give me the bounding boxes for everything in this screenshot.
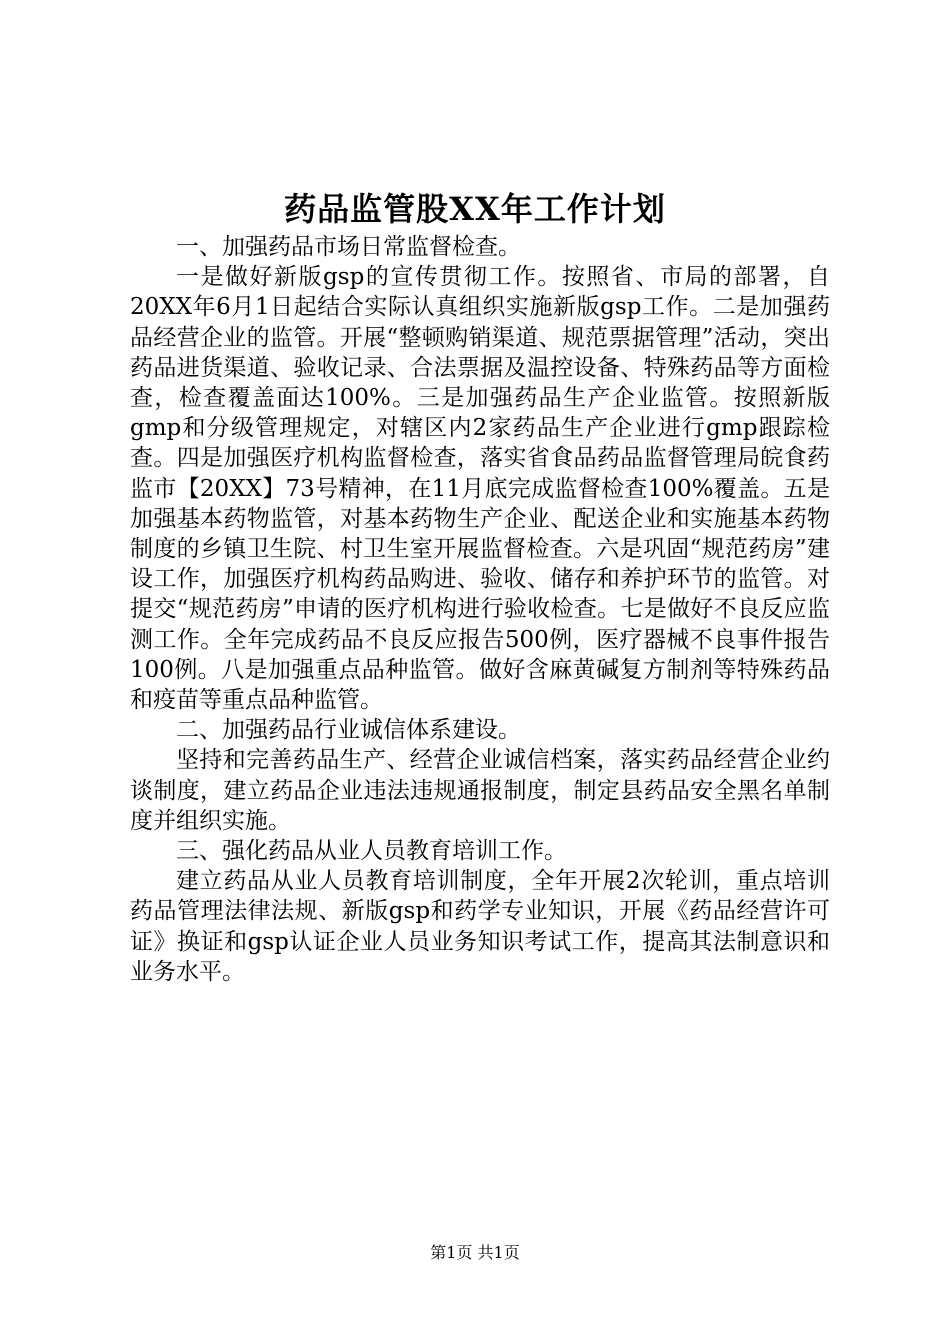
section-heading-3: 三、强化药品从业人员教育培训工作。 [176, 838, 567, 865]
section-heading-2: 二、加强药品行业诚信体系建设。 [176, 717, 521, 744]
document-body [130, 232, 830, 987]
section-heading-1: 一、加强药品市场日常监督检查。 [176, 234, 521, 260]
paragraph-training: 建立药品从业人员教育培训制度，全年开展2次轮训，重点培训药品管理法律法规、新版gsp和药学专业知识，开展《药品经营许可证》换证和gsp认证企业人员业务知识考试工作，提高其法制意识和业务水平。 [130, 868, 830, 985]
page-number-footer: 第1页 共1页 [430, 1243, 520, 1262]
paragraph-market-supervision: 一是做好新版gsp的宣传贯彻工作。按照省、市局的部署，自20XX年6月1日起结合实际认真组织实施新版gsp工作。二是加强药品经营企业的监管。开展“整顿购销渠道、规范票据管理”活动，突出药品进货渠道、验收记录、合法票据及温控设备、特殊药品等方面检查，检查覆盖面达100%。三是加强药品生产企业监管。按照新版gmp和分级管理规定，对辖区内2家药品生产企业进行gmp跟踪检查。四是加强医疗机构监督检查，落实省食品药品监督管理局皖食药监市【20XX】73号精神，在11月底完成监督检查100%覆盖。五是加强基本药物监管，对基本药物生产企业、配送企业和实施基本药物制度的乡镇卫生院、村卫生室开展监督检查。六是巩固“规范药房”建设工作，加强医疗机构药品购进、验收、储存和养护环节的监管。对提交“规范药房”申请的医疗机构进行验收检查。七是做好不良反应监测工作。全年完成药品不良反应报告500例，医疗器械不良事件报告100例。八是加强重点品种监管。做好含麻黄碱复方制剂等特殊药品和疫苗等重点品种监管。 [130, 264, 830, 714]
document-title: 药品监管股XX年工作计划 [284, 190, 666, 228]
paragraph-integrity-system: 坚持和完善药品生产、经营企业诚信档案，落实药品经营企业约谈制度，建立药品企业违法违规通报制度，制定县药品安全黑名单制度并组织实施。 [130, 747, 830, 834]
